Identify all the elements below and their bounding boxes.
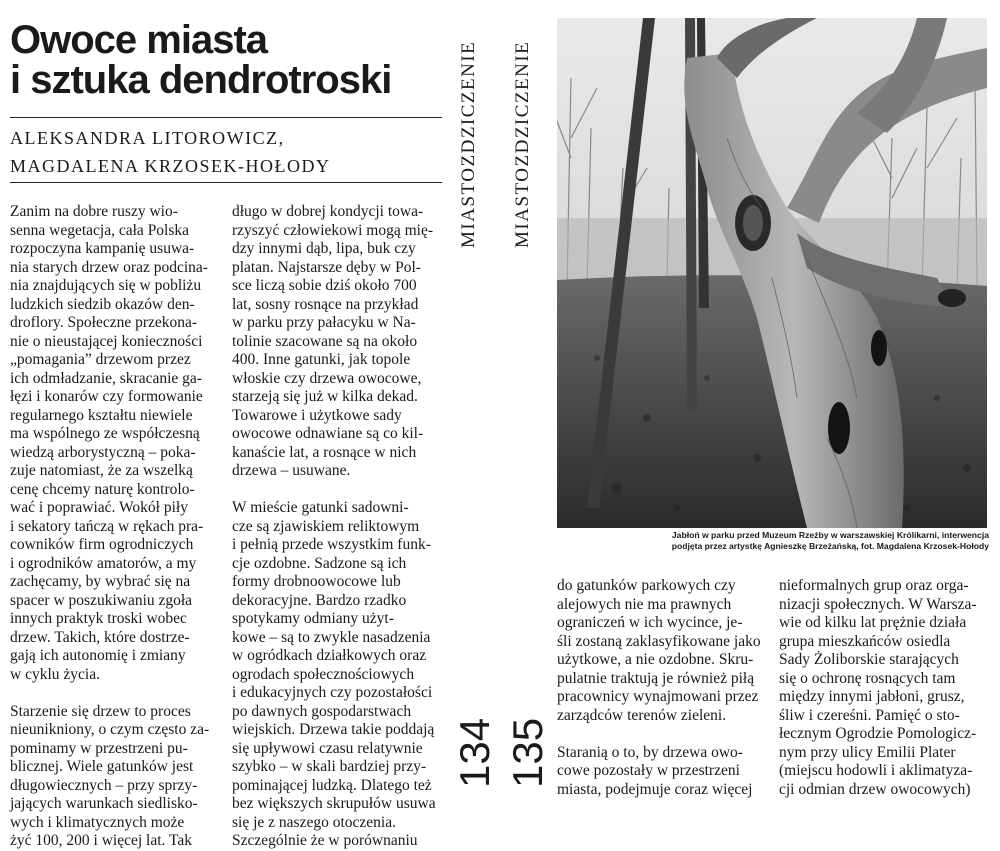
photo-caption (557, 530, 989, 551)
caption-line-2: podjęta przez artystkę Agnieszkę Brzeżańską, fot. Magdalena Krzosek-Hołody (671, 540, 989, 551)
text-line: i pełnią przede wszystkim funk- (232, 536, 431, 553)
text-line: bez większych skrupułów usuwa (232, 795, 436, 812)
text-line: spacer w poszukiwaniu zgoła (10, 591, 193, 609)
text-line: nia starych drzew oraz podcina- (10, 258, 208, 276)
article-title (10, 20, 450, 100)
text-line: drzew. Takich, które dostrze- (10, 628, 190, 646)
title-rule (10, 117, 442, 118)
text-line: W mieście gatunki sadowni- (232, 499, 409, 516)
text-line: grupa mieszkańców osiedla (779, 632, 951, 650)
text-line: w ogródkach działkowych oraz (232, 647, 427, 664)
text-line: ich odmładzanie, skracanie ga- (10, 369, 202, 387)
text-line: sce liczą sobie dziś około 700 (232, 277, 417, 294)
text-line: gają ich autonomię i zmiany (10, 647, 186, 664)
text-line: nym przy ulicy Emilii Plater (779, 743, 956, 761)
text-line: drzewa – usuwane. (232, 462, 351, 479)
text-line: wie od kilku lat prężnie działa (779, 614, 967, 631)
text-line: w parku przy pałacyku w Na- (232, 314, 416, 331)
text-line: pominamy w przestrzeni pu- (10, 739, 188, 757)
text-line: zuje natomiast, że za wszelką (10, 462, 193, 479)
author-2: MAGDALENA KRZOSEK-HOŁODY (10, 156, 331, 176)
text-line: formy drobnoowocowe lub (232, 573, 401, 590)
title-line-1: Owoce miasta (10, 18, 268, 62)
text-line: nieformalnych grup oraz orga- (779, 577, 969, 594)
text-line: regularnego kształtu niewiele (10, 406, 193, 424)
text-line: Szczególnie że w porównaniu (232, 832, 418, 849)
text-line: cji odmian drzew owocowych) (779, 780, 971, 798)
title-line-2: i sztuka dendrotroski (10, 58, 392, 102)
text-line: włoskie czy drzewa owocowe, (232, 369, 422, 387)
text-line: ograniczeń w ich wycince, je- (557, 614, 743, 631)
page-number-left: 134 (451, 717, 498, 788)
text-line: do gatunków parkowych czy (557, 577, 736, 594)
text-line: owocowe odnawiane są co kil- (232, 425, 424, 442)
caption-line-1: Jabłoń w parku przed Muzeum Rzeźby w warszawskiej Królikarni, interwencja (671, 530, 989, 540)
text-line: łecznym Ogrodzie Pomologicz- (779, 725, 977, 742)
text-line: Staranią o to, by drzewa owo- (557, 743, 743, 761)
authors-rule (10, 182, 442, 183)
paragraph-break (10, 684, 218, 703)
text-line: i sekatory tańczą w rękach pra- (10, 517, 204, 535)
text-line: nizacji społecznych. W Warsza- (779, 595, 977, 613)
text-line: śliw i czereśni. Pamięć o sto- (779, 706, 960, 724)
text-line: użytkowe, a nie ozdobne. Skru- (557, 651, 754, 668)
text-line: miasta, podejmuje coraz więcej (557, 780, 753, 798)
text-line: między innymi jabłoni, grusz, (779, 688, 965, 705)
text-line: dekoracyjne. Bardzo rzadko (232, 591, 407, 609)
text-line: innych praktyk troski wobec (10, 610, 187, 627)
text-line: śli zostaną zaklasyfikowane jako (557, 632, 761, 650)
text-line: długo w dobrej kondycji towa- (232, 203, 424, 220)
text-line: cje ozdobne. Sadzone są ich (232, 554, 407, 572)
text-line: wać i poprawiać. Wokół piły (10, 499, 188, 516)
paragraph-break (557, 725, 767, 744)
running-head-right: MIASTOZDZICZENIE (512, 40, 533, 248)
text-line: cze są zjawiskiem reliktowym (232, 517, 420, 535)
text-line: wiejskich. Drzewa takie poddają (232, 721, 435, 738)
text-line: długowiecznych – przy sprzy- (10, 776, 198, 794)
text-line: (miejscu hodowli i aklimatyza- (779, 762, 973, 779)
text-line: żyć 100, 200 i więcej lat. Tak (10, 832, 192, 849)
text-line: pracownicy wynajmowani przez (557, 688, 759, 705)
text-line: platan. Najstarsze dęby w Pol- (232, 258, 421, 276)
text-line: „pomagania” drzewom przez (10, 351, 191, 368)
text-line: Zanim na dobre ruszy wio- (10, 203, 178, 220)
text-line: cowe pozostały w przestrzeni (557, 762, 740, 779)
text-line: Towarowe i użytkowe sady (232, 406, 402, 424)
text-line: się o ochronę rosnących tam (779, 669, 956, 687)
text-line: się je z naszego otoczenia. (232, 813, 396, 831)
text-line: cenę chcemy naturę kontrolo- (10, 480, 195, 498)
text-line: tolinie szacowane są na około (232, 332, 418, 350)
body-column-2 (232, 203, 442, 851)
text-line: dzy innymi dąb, lipa, buk czy (232, 240, 416, 257)
text-line: wych i klimatycznych może (10, 813, 185, 831)
text-line: ludzkich siedzib okazów den- (10, 295, 195, 313)
text-line: nieunikniony, o czym często za- (10, 721, 210, 738)
tree-photo (557, 18, 987, 528)
article-authors (10, 124, 442, 180)
text-line: w cyklu życia. (10, 665, 100, 683)
text-line: blicznej. Wiele gatunków jest (10, 758, 194, 775)
page-number-right: 135 (504, 717, 551, 788)
text-line: kowe – są to zwykle nasadzenia (232, 628, 431, 646)
paragraph-break (232, 481, 442, 500)
text-line: rozpoczyna kampanię usuwa- (10, 240, 195, 257)
running-head-left: MIASTOZDZICZENIE (458, 40, 479, 248)
author-1: ALEKSANDRA LITOROWICZ, (10, 128, 285, 148)
text-line: Starzenie się drzew to proces (10, 702, 191, 720)
text-line: się upływowi czasu relatywnie (232, 739, 423, 757)
text-line: spotykamy odmiany użyt- (232, 610, 394, 627)
text-line: i edukacyjnych czy pozostałości (232, 684, 433, 701)
text-line: kanaście lat, a rosnące w nich (232, 443, 417, 461)
text-line: i ogrodników amatorów, a my (10, 554, 197, 572)
body-column-3 (557, 577, 767, 799)
text-line: rzyszyć człowiekowi mogą mię- (232, 221, 433, 239)
text-line: nia znajdujących się w pobliżu (10, 277, 202, 294)
apple-tree-illustration (557, 18, 987, 528)
text-line: jających warunkach siedlisko- (10, 795, 198, 812)
text-line: łęzi i konarów czy formowanie (10, 388, 203, 405)
text-line: droflory. Społeczne przekona- (10, 314, 198, 331)
text-line: wiedzą arborystyczną – poka- (10, 443, 196, 461)
text-line: nie o nieustającej konieczności (10, 332, 203, 350)
text-line: szybko – w skali bardziej przy- (232, 758, 427, 775)
text-line: lat, sosny rosnące na przykład (232, 295, 419, 313)
text-line: ma wspólnego ze współczesną (10, 425, 200, 442)
body-column-4 (779, 577, 989, 799)
body-column-1 (10, 203, 218, 851)
text-line: 400. Inne gatunki, jak topole (232, 351, 411, 368)
text-line: zarządców terenów zieleni. (557, 706, 727, 724)
text-line: alejowych nie ma prawnych (557, 595, 732, 613)
text-line: cowników firm ogrodniczych (10, 536, 194, 553)
text-line: starzeją się już w kilka dekad. (232, 388, 418, 405)
text-line: pominającej ludzką. Dlatego też (232, 776, 432, 794)
text-line: po dawnych gospodarstwach (232, 702, 412, 720)
text-line: ogrodach społecznościowych (232, 665, 415, 683)
text-line: Sady Żoliborskie starających (779, 651, 959, 668)
text-line: pulatnie traktują je również piłą (557, 669, 755, 687)
text-line: zachęcamy, by wybrać się na (10, 573, 191, 590)
text-line: senna wegetacja, cała Polska (10, 221, 190, 239)
